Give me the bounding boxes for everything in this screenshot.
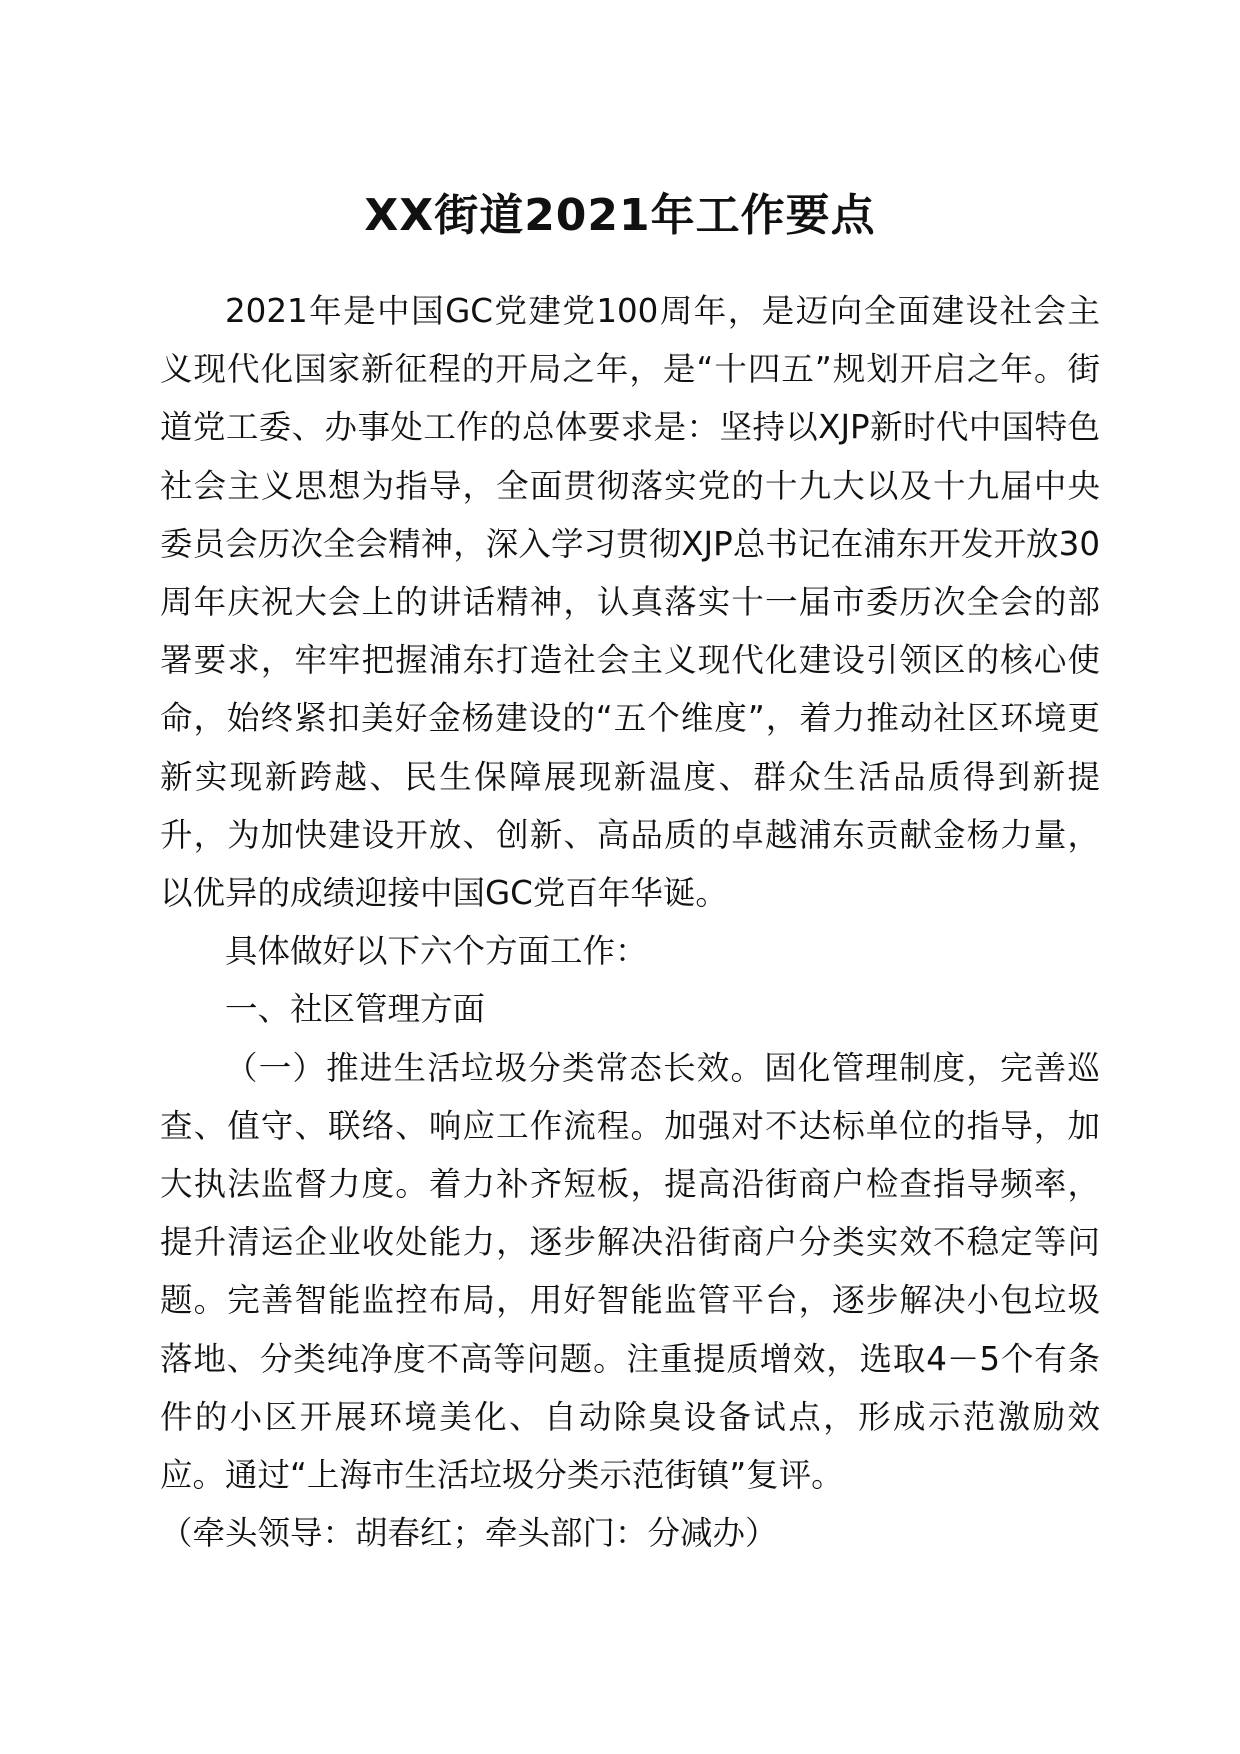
overview-paragraph: 具体做好以下六个方面工作： [225, 932, 648, 971]
section-heading: 一、社区管理方面 [225, 990, 486, 1029]
responsibility-note: （牵头领导：胡春红；牵头部门：分减办） [160, 1514, 778, 1553]
intro-paragraph: 2021年是中国GC党建党100周年，是迈向全面建设社会主义现代化国家新征程的开局之年，是“十四五”规划开启之年。街道党工委、办事处工作的总体要求是：坚持以XJP新时代中国特色社会主义思想为指导，全面贯彻落实党的十九大以及十九届中央委员会历次全会精神，深入学习贯彻XJP总书记在浦东开发开放30周年庆祝大会上的讲话精神，认真落实十一届市委历次全会的部署要求，牢牢把握浦东打造社会主义现代化建设引领区的核心使命，始终紧扣美好金杨建设的“五个维度”，着力推动社区环境更新实现新跨越、民生保障展现新温度、群众生活品质得到新提升，为加快建设开放、创新、高品质的卓越浦东贡献金杨力量，以优异的成绩迎接中国GC党百年华诞。 [160, 292, 1100, 913]
document-title: XX街道2021年工作要点 [364, 190, 876, 241]
item-paragraph: （一）推进生活垃圾分类常态长效。固化管理制度，完善巡查、值守、联络、响应工作流程。加强对不达标单位的指导，加大执法监督力度。着力补齐短板，提高沿街商户检查指导频率，提升清运企业收处能力，逐步解决沿街商户分类实效不稳定等问题。完善智能监控布局，用好智能监管平台，逐步解决小包垃圾落地、分类纯净度不高等问题。注重提质增效，选取4－5个有条件的小区开展环境美化、自动除臭设备试点，形成示范激励效应。通过“上海市生活垃圾分类示范街镇”复评。 [160, 1048, 1100, 1495]
document-body [160, 282, 1100, 1562]
